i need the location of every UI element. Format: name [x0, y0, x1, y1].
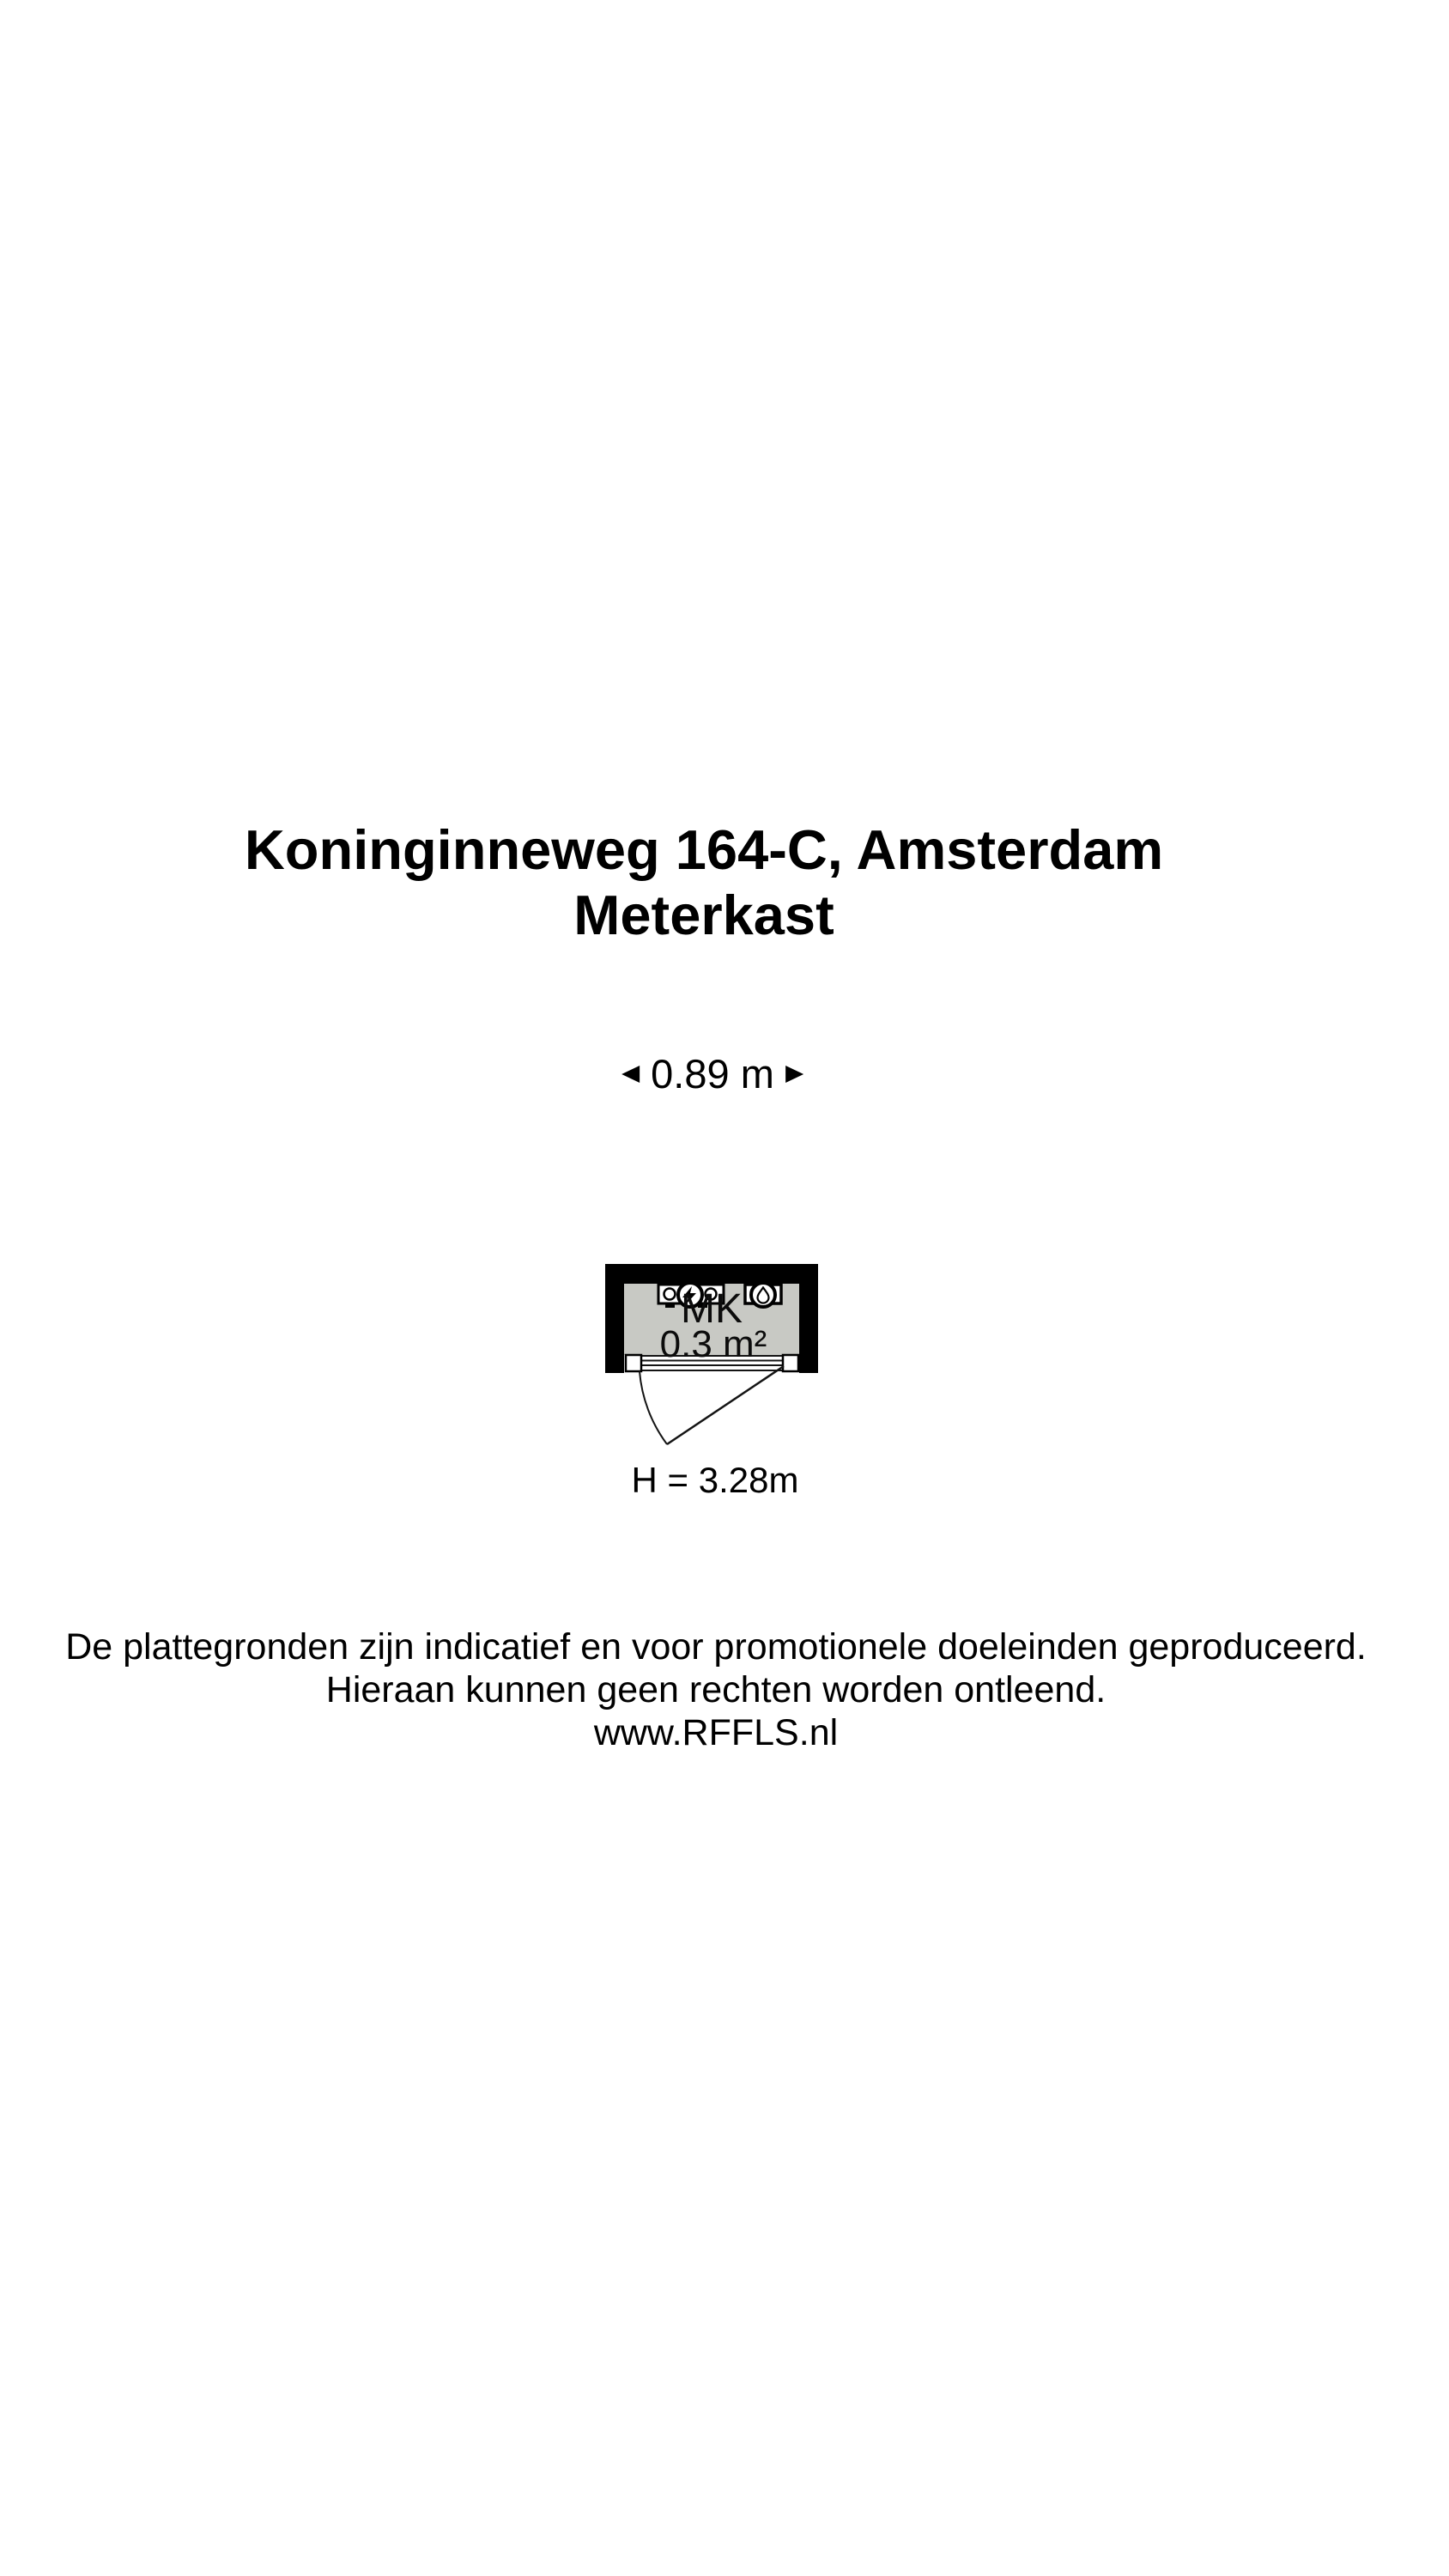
width-dimension-label: 0.89 m — [651, 1051, 774, 1097]
page-title-room: Meterkast — [573, 884, 834, 946]
floorplan-drawing — [601, 1258, 822, 1473]
room-area-label: 0.3 m² — [659, 1323, 767, 1365]
disclaimer-line-2: Hieraan kunnen geen rechten worden ontleend. — [325, 1669, 1106, 1710]
ceiling-height-label: H = 3.28m — [631, 1460, 799, 1500]
door-leaf — [667, 1366, 784, 1444]
door-post-right — [783, 1355, 798, 1371]
wall-top — [605, 1264, 818, 1284]
disclaimer — [65, 1625, 1367, 1754]
wall-left — [605, 1264, 624, 1373]
door-swing-arc — [640, 1371, 667, 1444]
page-title-address: Koninginneweg 164-C, Amsterdam — [244, 818, 1164, 881]
room-label: MK — [681, 1286, 743, 1332]
disclaimer-line-1: De plattegronden zijn indicatief en voor promotionele doeleinden geproduceerd. — [65, 1626, 1367, 1668]
wall-right — [799, 1264, 818, 1373]
width-dimension — [621, 1051, 803, 1097]
door — [626, 1355, 798, 1444]
page-title — [245, 817, 1163, 948]
water-meter-icon — [745, 1283, 781, 1307]
dimension-arrow-left-icon — [621, 1066, 640, 1083]
dimension-arrow-right-icon — [785, 1066, 803, 1083]
disclaimer-website: www.RFFLS.nl — [593, 1712, 839, 1753]
door-post-left — [626, 1355, 641, 1371]
